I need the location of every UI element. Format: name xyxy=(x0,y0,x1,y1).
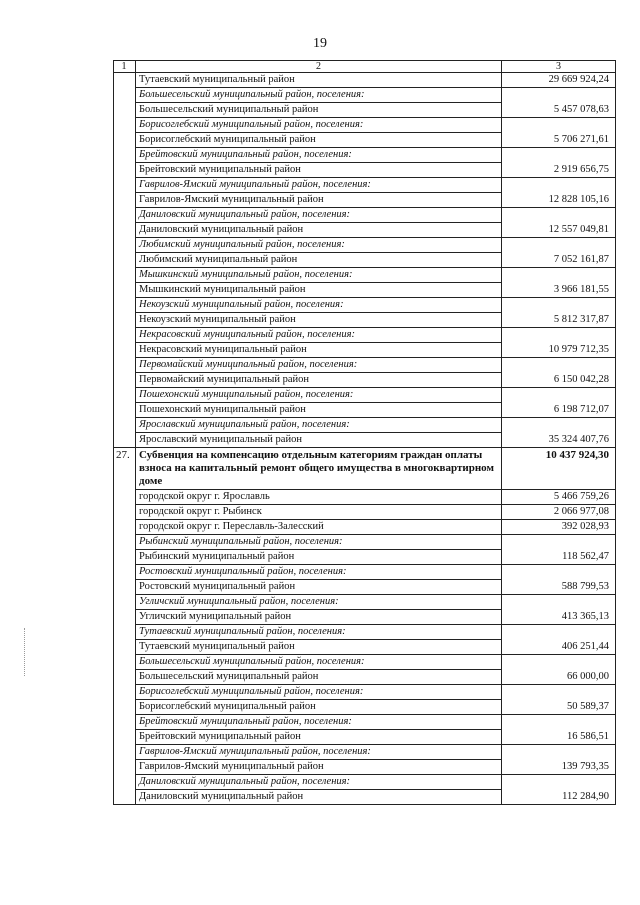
amount-cell: 6 150 042,28 xyxy=(502,373,616,388)
section-heading-row xyxy=(114,448,616,490)
group-label: Любимский муниципальный район, поселения: xyxy=(136,238,502,253)
table-row xyxy=(114,490,616,505)
header-col-2: 2 xyxy=(136,61,502,73)
amount-cell: 35 324 407,76 xyxy=(502,433,616,448)
row-number-cell xyxy=(114,223,136,238)
district-name: Гаврилов-Ямский муниципальный район xyxy=(136,760,502,775)
district-name: Большесельский муниципальный район xyxy=(136,670,502,685)
header-col-1: 1 xyxy=(114,61,136,73)
table-row xyxy=(114,610,616,625)
amount-cell xyxy=(502,268,616,283)
table-row xyxy=(114,580,616,595)
row-number-cell xyxy=(114,133,136,148)
amount-cell: 5 812 317,87 xyxy=(502,313,616,328)
district-name: Первомайский муниципальный район xyxy=(136,373,502,388)
district-name: Борисоглебский муниципальный район xyxy=(136,700,502,715)
row-number-cell xyxy=(114,505,136,520)
group-row xyxy=(114,625,616,640)
group-label: Брейтовский муниципальный район, поселения: xyxy=(136,715,502,730)
table-row xyxy=(114,505,616,520)
group-label: Большесельский муниципальный район, поселения: xyxy=(136,655,502,670)
table-body xyxy=(114,61,616,805)
amount-cell xyxy=(502,418,616,433)
group-label: Угличский муниципальный район, поселения: xyxy=(136,595,502,610)
section-number: 27. xyxy=(114,448,136,490)
amount-cell: 413 365,13 xyxy=(502,610,616,625)
row-number-cell xyxy=(114,565,136,580)
table-row xyxy=(114,520,616,535)
amount-cell: 5 457 078,63 xyxy=(502,103,616,118)
amount-cell xyxy=(502,715,616,730)
district-name: Брейтовский муниципальный район xyxy=(136,163,502,178)
row-number-cell xyxy=(114,373,136,388)
header-row xyxy=(114,61,616,73)
amount-cell xyxy=(502,298,616,313)
amount-cell xyxy=(502,685,616,700)
table-row xyxy=(114,193,616,208)
table-row xyxy=(114,253,616,268)
amount-cell: 12 828 105,16 xyxy=(502,193,616,208)
group-label: Некрасовский муниципальный район, поселения: xyxy=(136,328,502,343)
amount-cell: 66 000,00 xyxy=(502,670,616,685)
district-name: городской округ г. Переславль-Залесский xyxy=(136,520,502,535)
table-row xyxy=(114,163,616,178)
table-row xyxy=(114,670,616,685)
row-number-cell xyxy=(114,328,136,343)
row-number-cell xyxy=(114,178,136,193)
amount-cell xyxy=(502,565,616,580)
group-row xyxy=(114,208,616,223)
table-row xyxy=(114,730,616,745)
district-name: Даниловский муниципальный район xyxy=(136,790,502,805)
group-row xyxy=(114,745,616,760)
row-number-cell xyxy=(114,418,136,433)
row-number-cell xyxy=(114,118,136,133)
amount-cell xyxy=(502,745,616,760)
row-number-cell xyxy=(114,238,136,253)
margin-mark xyxy=(24,628,29,676)
row-number-cell xyxy=(114,148,136,163)
group-label: Борисоглебский муниципальный район, поселения: xyxy=(136,118,502,133)
amount-cell xyxy=(502,118,616,133)
row-number-cell xyxy=(114,388,136,403)
row-number-cell xyxy=(114,298,136,313)
district-name: Даниловский муниципальный район xyxy=(136,223,502,238)
amount-cell: 406 251,44 xyxy=(502,640,616,655)
group-row xyxy=(114,535,616,550)
group-label: Борисоглебский муниципальный район, поселения: xyxy=(136,685,502,700)
table-row xyxy=(114,133,616,148)
table-row xyxy=(114,640,616,655)
table-row xyxy=(114,373,616,388)
district-name: Ярославский муниципальный район xyxy=(136,433,502,448)
district-name: Большесельский муниципальный район xyxy=(136,103,502,118)
row-number-cell xyxy=(114,103,136,118)
group-label: Рыбинский муниципальный район, поселения: xyxy=(136,535,502,550)
row-number-cell xyxy=(114,640,136,655)
row-number-cell xyxy=(114,700,136,715)
district-name: Угличский муниципальный район xyxy=(136,610,502,625)
group-label: Тутаевский муниципальный район, поселения: xyxy=(136,625,502,640)
amount-cell: 588 799,53 xyxy=(502,580,616,595)
row-number-cell xyxy=(114,88,136,103)
amount-cell: 50 589,37 xyxy=(502,700,616,715)
group-row xyxy=(114,388,616,403)
table-row xyxy=(114,700,616,715)
group-row xyxy=(114,268,616,283)
section-total: 10 437 924,30 xyxy=(502,448,616,490)
section-title: Субвенция на компенсацию отдельным категориям граждан оплаты взноса на капитальный ремонт общего имущества в многоквартирном доме xyxy=(136,448,502,490)
table-row xyxy=(114,433,616,448)
amount-cell xyxy=(502,328,616,343)
group-label: Брейтовский муниципальный район, поселения: xyxy=(136,148,502,163)
row-number-cell xyxy=(114,163,136,178)
amount-cell: 5 706 271,61 xyxy=(502,133,616,148)
group-row xyxy=(114,655,616,670)
group-label: Гаврилов-Ямский муниципальный район, поселения: xyxy=(136,745,502,760)
district-name: Любимский муниципальный район xyxy=(136,253,502,268)
row-number-cell xyxy=(114,775,136,790)
row-number-cell xyxy=(114,580,136,595)
amount-cell: 16 586,51 xyxy=(502,730,616,745)
row-number-cell xyxy=(114,358,136,373)
table-row xyxy=(114,760,616,775)
row-number-cell xyxy=(114,550,136,565)
group-row xyxy=(114,298,616,313)
district-name: Некоузский муниципальный район xyxy=(136,313,502,328)
row-number-cell xyxy=(114,73,136,88)
amount-cell xyxy=(502,535,616,550)
group-row xyxy=(114,328,616,343)
amount-cell xyxy=(502,655,616,670)
amount-cell: 118 562,47 xyxy=(502,550,616,565)
amount-cell: 10 979 712,35 xyxy=(502,343,616,358)
amount-cell xyxy=(502,625,616,640)
table-row xyxy=(114,103,616,118)
table-row xyxy=(114,343,616,358)
row-number-cell xyxy=(114,610,136,625)
group-label: Гаврилов-Ямский муниципальный район, поселения: xyxy=(136,178,502,193)
group-label: Большесельский муниципальный район, поселения: xyxy=(136,88,502,103)
table-row xyxy=(114,790,616,805)
row-number-cell xyxy=(114,730,136,745)
row-number-cell xyxy=(114,283,136,298)
row-number-cell xyxy=(114,745,136,760)
amount-cell: 12 557 049,81 xyxy=(502,223,616,238)
row-number-cell xyxy=(114,253,136,268)
row-number-cell xyxy=(114,520,136,535)
group-row xyxy=(114,88,616,103)
amount-cell xyxy=(502,775,616,790)
row-number-cell xyxy=(114,193,136,208)
amount-cell: 2 919 656,75 xyxy=(502,163,616,178)
amount-cell xyxy=(502,358,616,373)
amount-cell xyxy=(502,178,616,193)
district-name: Борисоглебский муниципальный район xyxy=(136,133,502,148)
row-number-cell xyxy=(114,433,136,448)
amount-cell: 3 966 181,55 xyxy=(502,283,616,298)
amount-cell: 5 466 759,26 xyxy=(502,490,616,505)
table-row xyxy=(114,550,616,565)
row-number-cell xyxy=(114,790,136,805)
group-row xyxy=(114,715,616,730)
group-row xyxy=(114,775,616,790)
district-name: Ростовский муниципальный район xyxy=(136,580,502,595)
row-number-cell xyxy=(114,208,136,223)
district-name: Пошехонский муниципальный район xyxy=(136,403,502,418)
group-label: Мышкинский муниципальный район, поселения: xyxy=(136,268,502,283)
district-name: городской округ г. Ярославль xyxy=(136,490,502,505)
row-number-cell xyxy=(114,595,136,610)
group-row xyxy=(114,418,616,433)
district-name: Некрасовский муниципальный район xyxy=(136,343,502,358)
row-number-cell xyxy=(114,670,136,685)
amount-cell xyxy=(502,388,616,403)
group-label: Даниловский муниципальный район, поселения: xyxy=(136,208,502,223)
amount-cell xyxy=(502,88,616,103)
group-row xyxy=(114,595,616,610)
district-name: Брейтовский муниципальный район xyxy=(136,730,502,745)
amount-cell: 29 669 924,24 xyxy=(502,73,616,88)
row-number-cell xyxy=(114,403,136,418)
header-col-3: 3 xyxy=(502,61,616,73)
row-number-cell xyxy=(114,268,136,283)
row-number-cell xyxy=(114,313,136,328)
group-row xyxy=(114,685,616,700)
amount-cell: 112 284,90 xyxy=(502,790,616,805)
district-name: Мышкинский муниципальный район xyxy=(136,283,502,298)
row-number-cell xyxy=(114,625,136,640)
row-number-cell xyxy=(114,343,136,358)
budget-table xyxy=(113,60,616,805)
amount-cell xyxy=(502,148,616,163)
group-row xyxy=(114,148,616,163)
group-row xyxy=(114,565,616,580)
group-label: Ярославский муниципальный район, поселения: xyxy=(136,418,502,433)
row-number-cell xyxy=(114,655,136,670)
row-number-cell xyxy=(114,760,136,775)
table-row xyxy=(114,223,616,238)
group-label: Первомайский муниципальный район, поселения: xyxy=(136,358,502,373)
amount-cell: 139 793,35 xyxy=(502,760,616,775)
district-name: Тутаевский муниципальный район xyxy=(136,640,502,655)
page-number: 19 xyxy=(313,36,327,51)
row-number-cell xyxy=(114,685,136,700)
amount-cell: 2 066 977,08 xyxy=(502,505,616,520)
group-label: Даниловский муниципальный район, поселения: xyxy=(136,775,502,790)
group-row xyxy=(114,118,616,133)
table-row xyxy=(114,313,616,328)
district-name: городской округ г. Рыбинск xyxy=(136,505,502,520)
group-label: Некоузский муниципальный район, поселения: xyxy=(136,298,502,313)
table-row xyxy=(114,283,616,298)
amount-cell: 392 028,93 xyxy=(502,520,616,535)
group-row xyxy=(114,358,616,373)
district-name: Гаврилов-Ямский муниципальный район xyxy=(136,193,502,208)
amount-cell xyxy=(502,238,616,253)
district-name: Рыбинский муниципальный район xyxy=(136,550,502,565)
group-label: Пошехонский муниципальный район, поселения: xyxy=(136,388,502,403)
table-row xyxy=(114,73,616,88)
group-row xyxy=(114,238,616,253)
district-name: Тутаевский муниципальный район xyxy=(136,73,502,88)
row-number-cell xyxy=(114,715,136,730)
amount-cell: 7 052 161,87 xyxy=(502,253,616,268)
amount-cell: 6 198 712,07 xyxy=(502,403,616,418)
group-row xyxy=(114,178,616,193)
row-number-cell xyxy=(114,490,136,505)
row-number-cell xyxy=(114,535,136,550)
group-label: Ростовский муниципальный район, поселения: xyxy=(136,565,502,580)
amount-cell xyxy=(502,595,616,610)
table-row xyxy=(114,403,616,418)
amount-cell xyxy=(502,208,616,223)
